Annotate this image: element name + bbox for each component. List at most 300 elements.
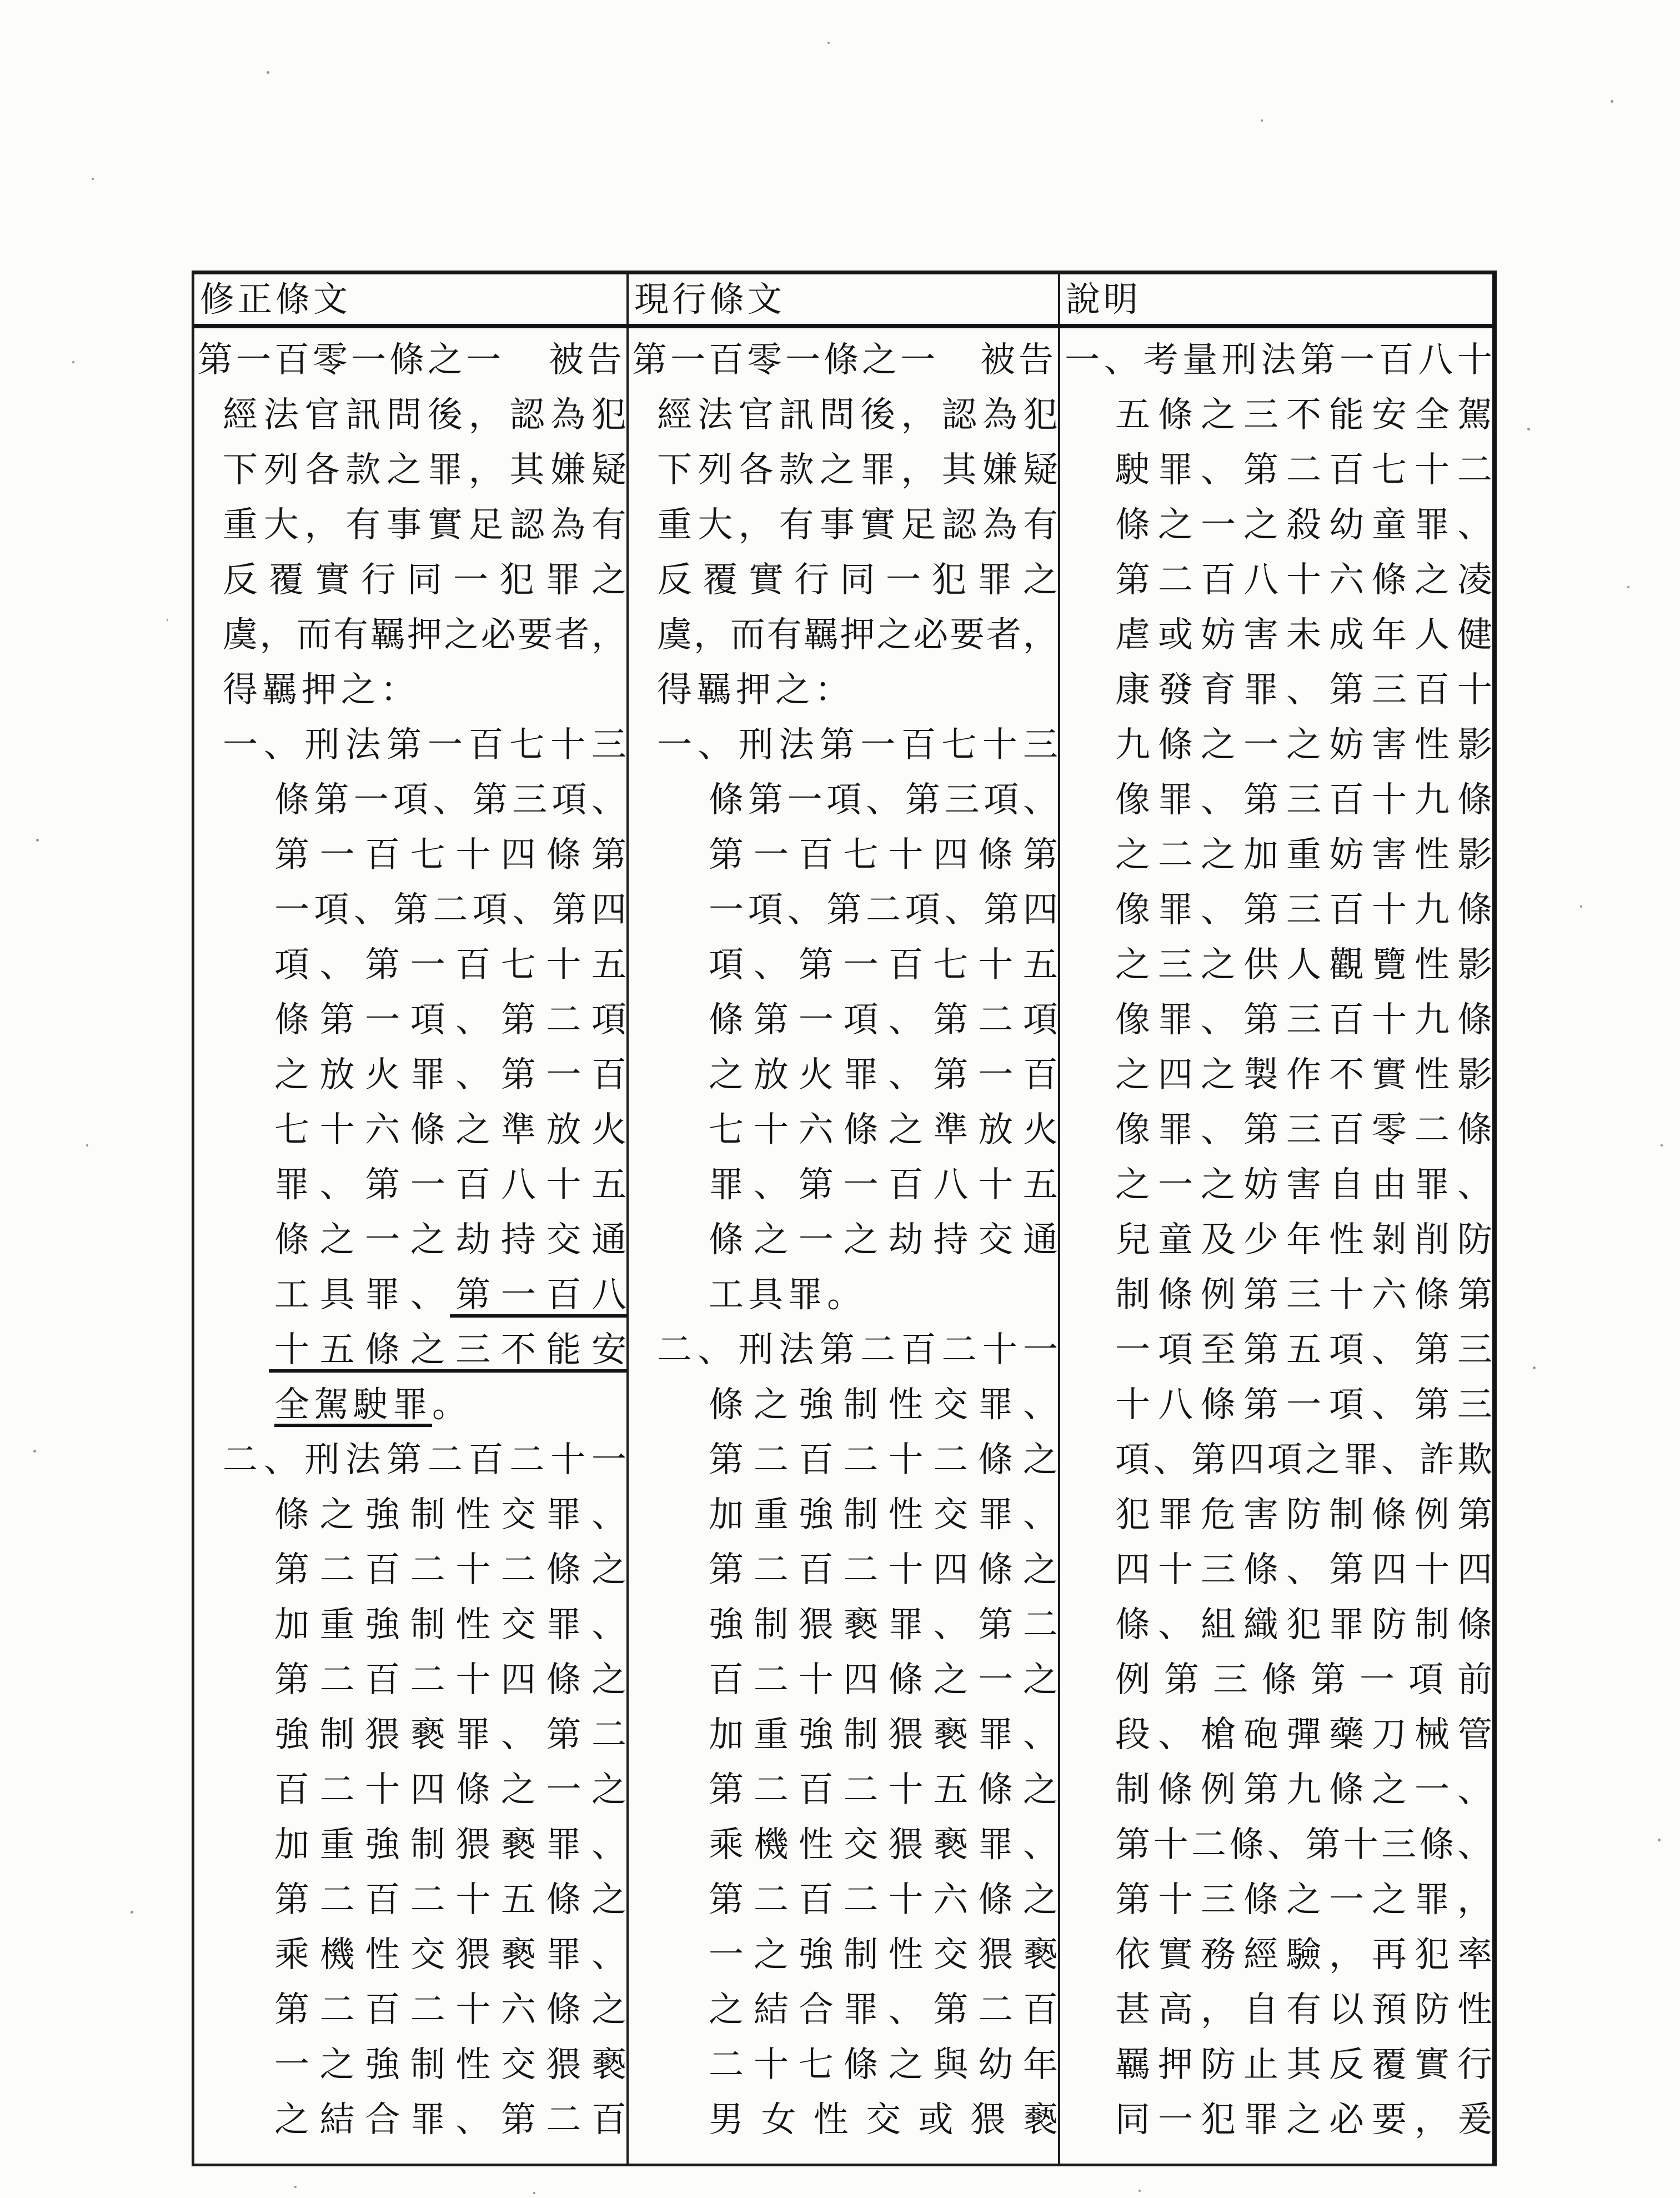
char: 之 <box>1372 1770 1407 1809</box>
char: 、 <box>1022 1715 1058 1754</box>
scan-speck <box>92 178 94 180</box>
char: 問 <box>387 395 422 434</box>
char: 十 <box>1457 670 1492 709</box>
char: 褻 <box>1022 1935 1058 1974</box>
char: 三 <box>1286 1110 1321 1149</box>
char: 依 <box>1115 1935 1150 1974</box>
char: 十 <box>1153 1825 1188 1864</box>
char: 一 <box>798 1220 834 1259</box>
char: 條 <box>274 1220 309 1259</box>
char: 項 <box>843 1000 879 1039</box>
char: 槍 <box>1201 1715 1236 1754</box>
char: 由 <box>1372 1165 1407 1204</box>
char: 通 <box>591 1220 626 1259</box>
char: 之 <box>387 450 422 489</box>
text-line <box>1064 1927 1492 1982</box>
char: 一 <box>1286 1385 1321 1424</box>
text-line <box>1064 993 1492 1048</box>
char: 而 <box>296 615 332 654</box>
char: 爰 <box>1457 2100 1492 2139</box>
char: 安 <box>1372 395 1407 434</box>
char: 之 <box>1415 560 1450 599</box>
text-line <box>632 1323 1058 1378</box>
char: 砲 <box>1243 1715 1278 1754</box>
char: 持 <box>500 1220 536 1259</box>
char: 同 <box>840 560 875 599</box>
char: 刑 <box>304 725 340 764</box>
char: 第 <box>1329 670 1364 709</box>
char: 七 <box>709 1110 744 1149</box>
char: 加 <box>709 1715 744 1754</box>
char: 罪 <box>546 1605 581 1644</box>
char: 二 <box>1158 835 1193 874</box>
char: 制 <box>843 1495 879 1534</box>
char: 防 <box>1201 2045 1236 2084</box>
char: 十 <box>550 1440 586 1479</box>
text-line <box>632 993 1058 1048</box>
char: 一 <box>274 890 309 929</box>
char: 之 <box>1115 1165 1150 1204</box>
char: 刑 <box>1221 341 1257 379</box>
char: 七 <box>933 945 969 984</box>
text-line <box>1064 333 1492 388</box>
char: 刑 <box>738 1330 774 1369</box>
char: ， <box>901 395 936 434</box>
char: 、 <box>353 890 389 929</box>
text-line <box>632 1378 1058 1433</box>
char: 同 <box>1115 2100 1150 2139</box>
char: 條 <box>709 1385 744 1424</box>
char: 百 <box>591 2100 626 2139</box>
char: 、 <box>455 1055 491 1094</box>
char: 之 <box>843 1220 879 1259</box>
char: 條 <box>1243 1880 1278 1919</box>
char: 成 <box>1329 615 1364 654</box>
char: 第 <box>826 890 862 929</box>
char: 止 <box>1243 2045 1278 2084</box>
char: 、 <box>1457 1165 1492 1204</box>
char: 項 <box>1158 1330 1193 1369</box>
char: 法 <box>779 1330 814 1369</box>
char: 七 <box>509 725 545 764</box>
char: 人 <box>1415 615 1450 654</box>
char: 準 <box>500 1110 536 1149</box>
char: 之 <box>319 1220 355 1259</box>
char: 二 <box>843 1770 879 1809</box>
char: 乘 <box>709 1825 744 1864</box>
char: 二 <box>546 2100 581 2139</box>
char: 之 <box>1201 1165 1236 1204</box>
char: 、 <box>1372 1385 1407 1424</box>
char: 或 <box>918 2100 954 2139</box>
char: 第 <box>933 1000 969 1039</box>
char: 項 <box>551 780 587 819</box>
char: 二 <box>978 1990 1014 2029</box>
char: 制 <box>410 1825 445 1864</box>
char: 八 <box>500 1165 536 1204</box>
char: 十 <box>1158 1550 1193 1589</box>
text-line <box>1064 718 1492 773</box>
char: 訊 <box>779 395 814 434</box>
char: 二 <box>941 1330 977 1369</box>
char: 條 <box>1457 1605 1492 1644</box>
char: 、 <box>1372 1330 1407 1369</box>
char: 之 <box>319 1495 355 1534</box>
char: 條 <box>1201 1385 1236 1424</box>
char: 條 <box>1229 1825 1265 1864</box>
text-line <box>632 663 1058 718</box>
text-line <box>198 993 626 1048</box>
scan-speck <box>1661 1144 1663 1146</box>
char: 、 <box>787 890 823 929</box>
char: 作 <box>1286 1055 1321 1094</box>
char: 藥 <box>1329 1715 1364 1754</box>
char: 危 <box>1201 1495 1236 1534</box>
char: 例 <box>1115 1660 1150 1699</box>
char: 育 <box>1201 670 1236 709</box>
char: 嫌 <box>982 450 1017 489</box>
char: 、 <box>698 725 733 764</box>
char: 條 <box>1243 1550 1278 1589</box>
char: 強 <box>798 1495 834 1534</box>
char: 罪 <box>978 1825 1014 1864</box>
char: 一 <box>546 1770 581 1809</box>
char: 、 <box>1457 505 1492 544</box>
char: 百 <box>591 1055 626 1094</box>
text-line <box>198 1763 626 1818</box>
char: 能 <box>1329 395 1364 434</box>
char: 三 <box>591 725 626 764</box>
char: 、 <box>1158 1605 1193 1644</box>
char: 反 <box>223 560 258 599</box>
char: 猥 <box>455 1935 491 1974</box>
char: 第 <box>274 1880 309 1919</box>
char: 剝 <box>1372 1220 1407 1259</box>
char: 放 <box>319 1055 355 1094</box>
text-line <box>198 333 626 388</box>
char: ， <box>693 615 729 654</box>
char: 二 <box>709 2045 744 2084</box>
char: 認 <box>941 395 977 434</box>
char: 猥 <box>455 1825 491 1864</box>
char: 火 <box>798 1055 834 1094</box>
char: 妨 <box>1243 1165 1278 1204</box>
char: 之 <box>591 1880 626 1919</box>
char: ， <box>468 395 504 434</box>
char: 第 <box>1243 780 1278 819</box>
char: 條 <box>1158 1275 1193 1314</box>
char: 第 <box>274 835 309 874</box>
text-line <box>198 1927 626 1982</box>
char: 放 <box>753 1055 789 1094</box>
char: 四 <box>1115 1550 1150 1589</box>
text-line <box>198 388 626 443</box>
char: 犯 <box>1415 1935 1450 1974</box>
char: 兒 <box>1115 1220 1150 1259</box>
char: 條 <box>1158 395 1193 434</box>
text-line <box>1064 1213 1492 1268</box>
char: 至 <box>1201 1330 1236 1369</box>
char: 、 <box>866 780 901 819</box>
char: 觀 <box>1329 945 1364 984</box>
char: 條 <box>455 1770 491 1809</box>
char: 二 <box>843 1440 879 1479</box>
char: 後 <box>860 395 896 434</box>
char: 有 <box>333 615 369 654</box>
text-line <box>198 1103 626 1158</box>
char: 加 <box>274 1825 309 1864</box>
char: 童 <box>1158 1220 1193 1259</box>
char: 認 <box>509 505 545 544</box>
char: 第 <box>500 1055 536 1094</box>
char: 四 <box>843 1660 879 1699</box>
char: 七 <box>1372 450 1407 489</box>
text-line <box>632 388 1058 443</box>
char: 二 <box>500 1550 536 1589</box>
char: 發 <box>1158 670 1193 709</box>
char: 機 <box>753 1825 789 1864</box>
char: 重 <box>223 505 258 544</box>
char: 百 <box>1201 560 1236 599</box>
underlined-char: 安 <box>591 1323 626 1378</box>
char: 條 <box>1457 1000 1492 1039</box>
char: 彈 <box>1286 1715 1321 1754</box>
char: 百 <box>1329 890 1364 929</box>
char: 問 <box>819 395 855 434</box>
underlined-char: 條 <box>365 1323 400 1378</box>
char: 羈 <box>803 615 839 654</box>
scan-speck <box>1580 905 1582 908</box>
text-line <box>632 1103 1058 1158</box>
text-line <box>632 938 1058 993</box>
underlined-char: 第 <box>455 1268 490 1323</box>
char: 第 <box>274 1550 309 1589</box>
char: 駕 <box>1457 395 1492 434</box>
underlined-char: 一 <box>501 1268 536 1323</box>
char: 三 <box>1457 1385 1492 1424</box>
char: 罪 <box>978 1715 1014 1754</box>
text-line <box>1064 608 1492 663</box>
char: 、 <box>933 1605 969 1644</box>
char: 制 <box>843 1385 879 1424</box>
char: 、 <box>433 780 468 819</box>
text-line <box>198 828 626 883</box>
char: 罪 <box>1415 1880 1450 1919</box>
text-line <box>1064 553 1492 608</box>
char: 之 <box>888 1110 924 1149</box>
char: 十 <box>319 1110 355 1149</box>
char: 、 <box>1201 1110 1236 1149</box>
char: 百 <box>798 1880 834 1919</box>
underlined-char: 十 <box>274 1323 309 1378</box>
text-line <box>1064 2092 1492 2147</box>
char: 猥 <box>798 1605 834 1644</box>
char: 項 <box>274 945 309 984</box>
char: 率 <box>1457 1935 1492 1974</box>
char: 褻 <box>500 1935 536 1974</box>
header-explanation: 說明 <box>1058 274 1492 324</box>
char: 一 <box>365 1220 400 1259</box>
char: 法 <box>345 1440 381 1479</box>
char: 一 <box>353 780 389 819</box>
char: 三 <box>512 780 548 819</box>
scan-speck <box>131 1911 133 1914</box>
char: 第 <box>798 1165 834 1204</box>
char: 十 <box>455 835 491 874</box>
char: 下 <box>657 450 692 489</box>
char: 加 <box>1243 835 1278 874</box>
char: 強 <box>709 1605 744 1644</box>
char: 劫 <box>888 1220 924 1259</box>
char: 犯 <box>1286 1605 1321 1644</box>
char: 第 <box>551 890 587 929</box>
char: 各 <box>738 450 774 489</box>
column-current-provisions <box>626 328 1058 2164</box>
text-line <box>1064 663 1492 718</box>
char: 像 <box>1115 1000 1150 1039</box>
text-line <box>1064 1158 1492 1213</box>
char: 交 <box>500 1495 536 1534</box>
char: 之 <box>1201 835 1236 874</box>
text-line <box>1064 1872 1492 1927</box>
char: 十 <box>888 1550 924 1589</box>
text-line <box>198 663 626 718</box>
char: 百 <box>468 725 504 764</box>
char: 罪 <box>1243 2100 1278 2139</box>
char: 足 <box>901 505 936 544</box>
char: 條 <box>843 2045 879 2084</box>
char: 條 <box>1372 560 1407 599</box>
text-line <box>632 608 1058 663</box>
char: 防 <box>1286 1495 1321 1534</box>
char: 一 <box>843 945 879 984</box>
char: 第 <box>1022 835 1058 874</box>
char: 十 <box>798 1660 834 1699</box>
char: 十 <box>1343 1825 1378 1864</box>
text-line <box>632 1872 1058 1927</box>
char: 之 <box>410 1220 445 1259</box>
char: 五 <box>1115 395 1150 434</box>
text-line <box>198 1488 626 1543</box>
text-line <box>1064 1268 1492 1323</box>
char: 放 <box>546 1110 581 1149</box>
char: 罪 <box>860 450 896 489</box>
char: 火 <box>365 1055 400 1094</box>
char: 十 <box>1415 450 1450 489</box>
char: 褻 <box>933 1715 969 1754</box>
char: 二 <box>657 1330 692 1369</box>
char: 罪 <box>1158 450 1193 489</box>
char: 、 <box>263 1440 299 1479</box>
char: 害 <box>1243 615 1278 654</box>
char: 九 <box>1415 1000 1450 1039</box>
char: 性 <box>455 1495 491 1534</box>
char: 百 <box>365 1550 400 1589</box>
char: 幼 <box>1329 505 1364 544</box>
char: 之 <box>1022 1880 1058 1919</box>
scan-speck <box>1658 1839 1661 1841</box>
char: 法 <box>1261 341 1296 379</box>
char: 九 <box>1286 1770 1321 1809</box>
char: 男 <box>709 2100 744 2139</box>
char: 實 <box>1415 2045 1450 2084</box>
char: 必 <box>480 615 516 654</box>
text-line <box>198 498 626 553</box>
char: 一 <box>1115 1330 1150 1369</box>
scan-speck <box>1611 100 1613 103</box>
char: 百 <box>888 1165 924 1204</box>
text-line <box>198 1378 626 1433</box>
char: 一 <box>223 725 258 764</box>
char: 十 <box>1415 1550 1450 1589</box>
char: 百 <box>709 1660 744 1699</box>
char: 第 <box>984 890 1019 929</box>
char: 製 <box>1243 1055 1278 1094</box>
char: 第 <box>819 725 855 764</box>
char: 不 <box>1329 1055 1364 1094</box>
char: 百 <box>365 1660 400 1699</box>
char: 全 <box>1415 395 1450 434</box>
char: 削 <box>1415 1220 1450 1259</box>
char: 六 <box>1329 560 1364 599</box>
char: 結 <box>753 1990 789 2029</box>
char: 之 <box>753 1935 789 1974</box>
char: 條 <box>1158 725 1193 764</box>
char: 八 <box>1158 1385 1193 1424</box>
char: 一 <box>1243 725 1278 764</box>
char: 一 <box>1158 2100 1193 2139</box>
char: 者 <box>554 615 590 654</box>
char: 事 <box>387 505 422 544</box>
char: 條 <box>978 835 1014 874</box>
char: 百 <box>1329 780 1364 819</box>
char: 項 <box>905 890 940 929</box>
char: 項 <box>591 1000 626 1039</box>
char: 四 <box>1229 1440 1265 1479</box>
char: 罪 <box>1343 1440 1378 1479</box>
char: 十 <box>1115 1385 1150 1424</box>
char: 押 <box>407 615 442 654</box>
char: 劫 <box>455 1220 491 1259</box>
header-amended-provisions: 修正條文 <box>200 281 352 319</box>
char: 列 <box>698 450 733 489</box>
char: 性 <box>888 1495 924 1534</box>
char: 之 <box>1305 1440 1341 1479</box>
text-segment: 被告 <box>549 341 625 379</box>
char: 年 <box>1286 1220 1321 1259</box>
char: 之 <box>1022 1550 1058 1589</box>
char: 條 <box>1329 1770 1364 1809</box>
text-line <box>198 1872 626 1927</box>
char: 強 <box>274 1715 309 1754</box>
text-line <box>1064 1048 1492 1103</box>
text-line <box>632 883 1058 938</box>
char: 條 <box>978 1880 1014 1919</box>
char: 合 <box>798 1990 834 2029</box>
char: 年 <box>1372 615 1407 654</box>
char: 罪 <box>1158 890 1193 929</box>
char: 之 <box>591 1770 626 1809</box>
char: 條 <box>1457 780 1492 819</box>
text-line <box>1064 1708 1492 1763</box>
char: 第 <box>1457 1495 1492 1534</box>
text-line <box>632 2092 1058 2147</box>
char: 再 <box>1372 1935 1407 1974</box>
char: 第 <box>819 1330 855 1369</box>
char: 罪 <box>1158 1495 1193 1534</box>
char: 之 <box>709 1990 744 2029</box>
char: 條 <box>709 780 744 819</box>
